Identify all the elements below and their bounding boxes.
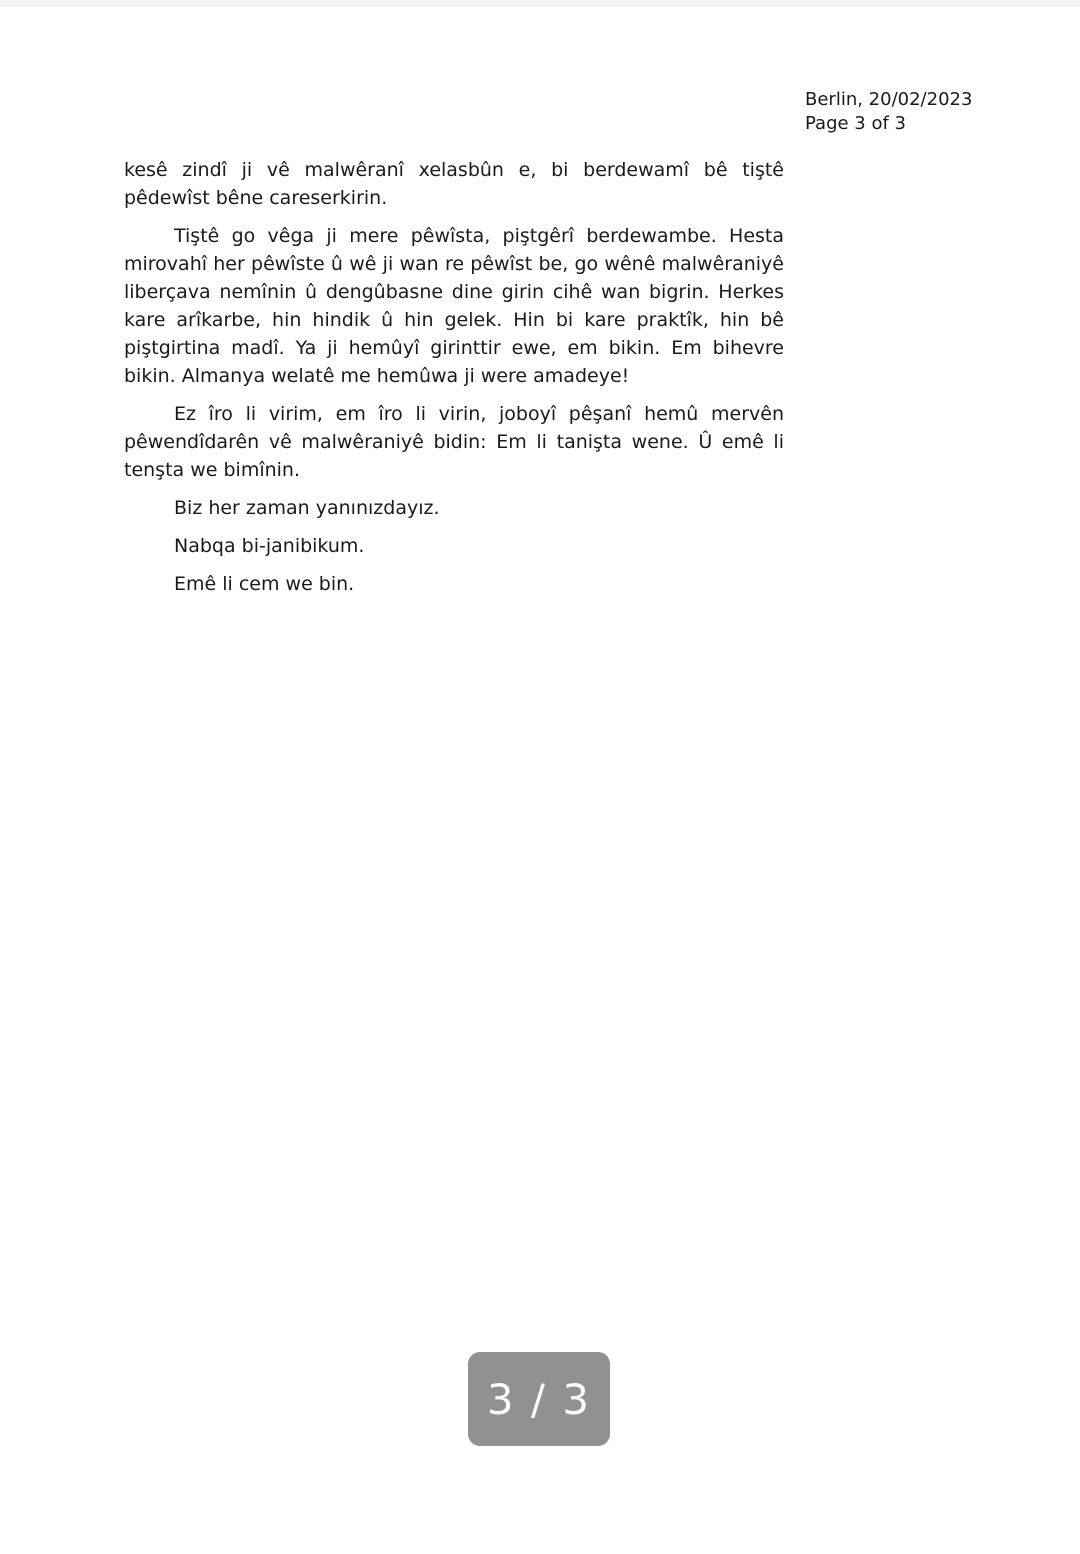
paragraph-continuation: kesê zindî ji vê malwêranî xelasbûn e, bi berdewamî bê tiştê pêdewîst bêne careserkirin. bbox=[124, 159, 784, 209]
letter-page-number: Page 3 of 3 bbox=[805, 113, 906, 134]
viewer-top-edge bbox=[0, 0, 1080, 6]
paragraph: Ez îro li virim, em îro li virin, joboyî pêşanî hemû mervên pêwendîdarên vê malwêraniyê bidin: Em li tanişta wene. Û emê li tenşta we bimînin. bbox=[124, 403, 784, 481]
closing-line-kurdish: Emê li cem we bin. bbox=[174, 573, 355, 595]
letter-header bbox=[805, 88, 972, 136]
paragraph: Tiştê go vêga ji mere pêwîsta, piştgêrî berdewambe. Hesta mirovahî her pêwîste û wê ji wan re pêwîst be, go wênê malwêraniyê liberçava nemînin û dengûbasne dine girin cihê wan bigrin. Herkes kare arîkarbe, hin hindik û hin gelek. Hin bi kare praktîk, hin bê piştgirtina madî. Ya ji hemûyî girinttir ewe, em bikin. Em bihevre bikin. Almanya welatê me hemûwa ji were amadeye! bbox=[124, 225, 784, 387]
page-indicator-badge bbox=[468, 1352, 610, 1446]
letter-body bbox=[124, 156, 784, 608]
closing-line-arabic: Nabqa bi-janibikum. bbox=[174, 535, 365, 557]
letter-date-location: Berlin, 20/02/2023 bbox=[805, 89, 973, 110]
page-indicator-label: 3 / 3 bbox=[486, 1374, 592, 1424]
closing-line-turkish: Biz her zaman yanınızdayız. bbox=[174, 497, 440, 519]
